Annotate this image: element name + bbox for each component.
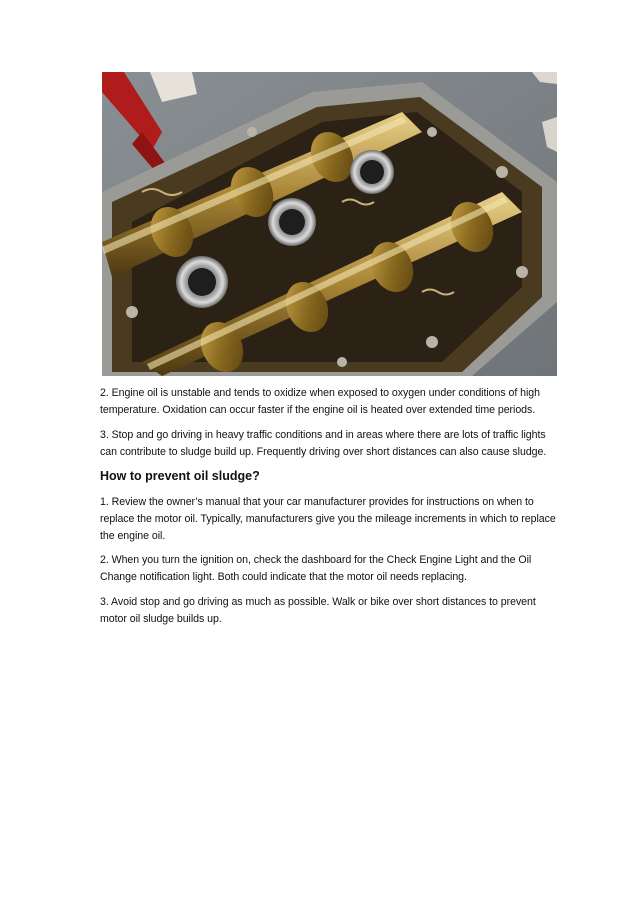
paragraph-oxidation: 2. Engine oil is unstable and tends to oxidize when exposed to oxygen under conditions of high temperature. Oxidation can occur faster if the engine oil is heated over extended time periods.	[100, 387, 540, 416]
tip-dashboard-lights: 2. When you turn the ignition on, check the dashboard for the Check Engine Light and the Oil Change notification light. Both could indicate that the motor oil needs replacing.	[100, 554, 532, 583]
tip-owners-manual: 1. Review the owner’s manual that your car manufacturer provides for instructions on when to replace the motor oil. Typically, manufacturers give you the mileage increments in which to replace the engine oil.	[100, 496, 556, 542]
paragraph-stop-and-go: 3. Stop and go driving in heavy traffic conditions and in areas where there are lots of traffic lights can contribute to sludge build up. Frequently driving over short distances can also cause sludge.	[100, 429, 547, 458]
engine-cylinder-head-photo	[102, 72, 557, 376]
section-heading: How to prevent oil sludge?	[100, 469, 260, 483]
tip-avoid-stop-and-go: 3. Avoid stop and go driving as much as possible. Walk or bike over short distances to prevent motor oil sludge builds up.	[100, 596, 536, 625]
